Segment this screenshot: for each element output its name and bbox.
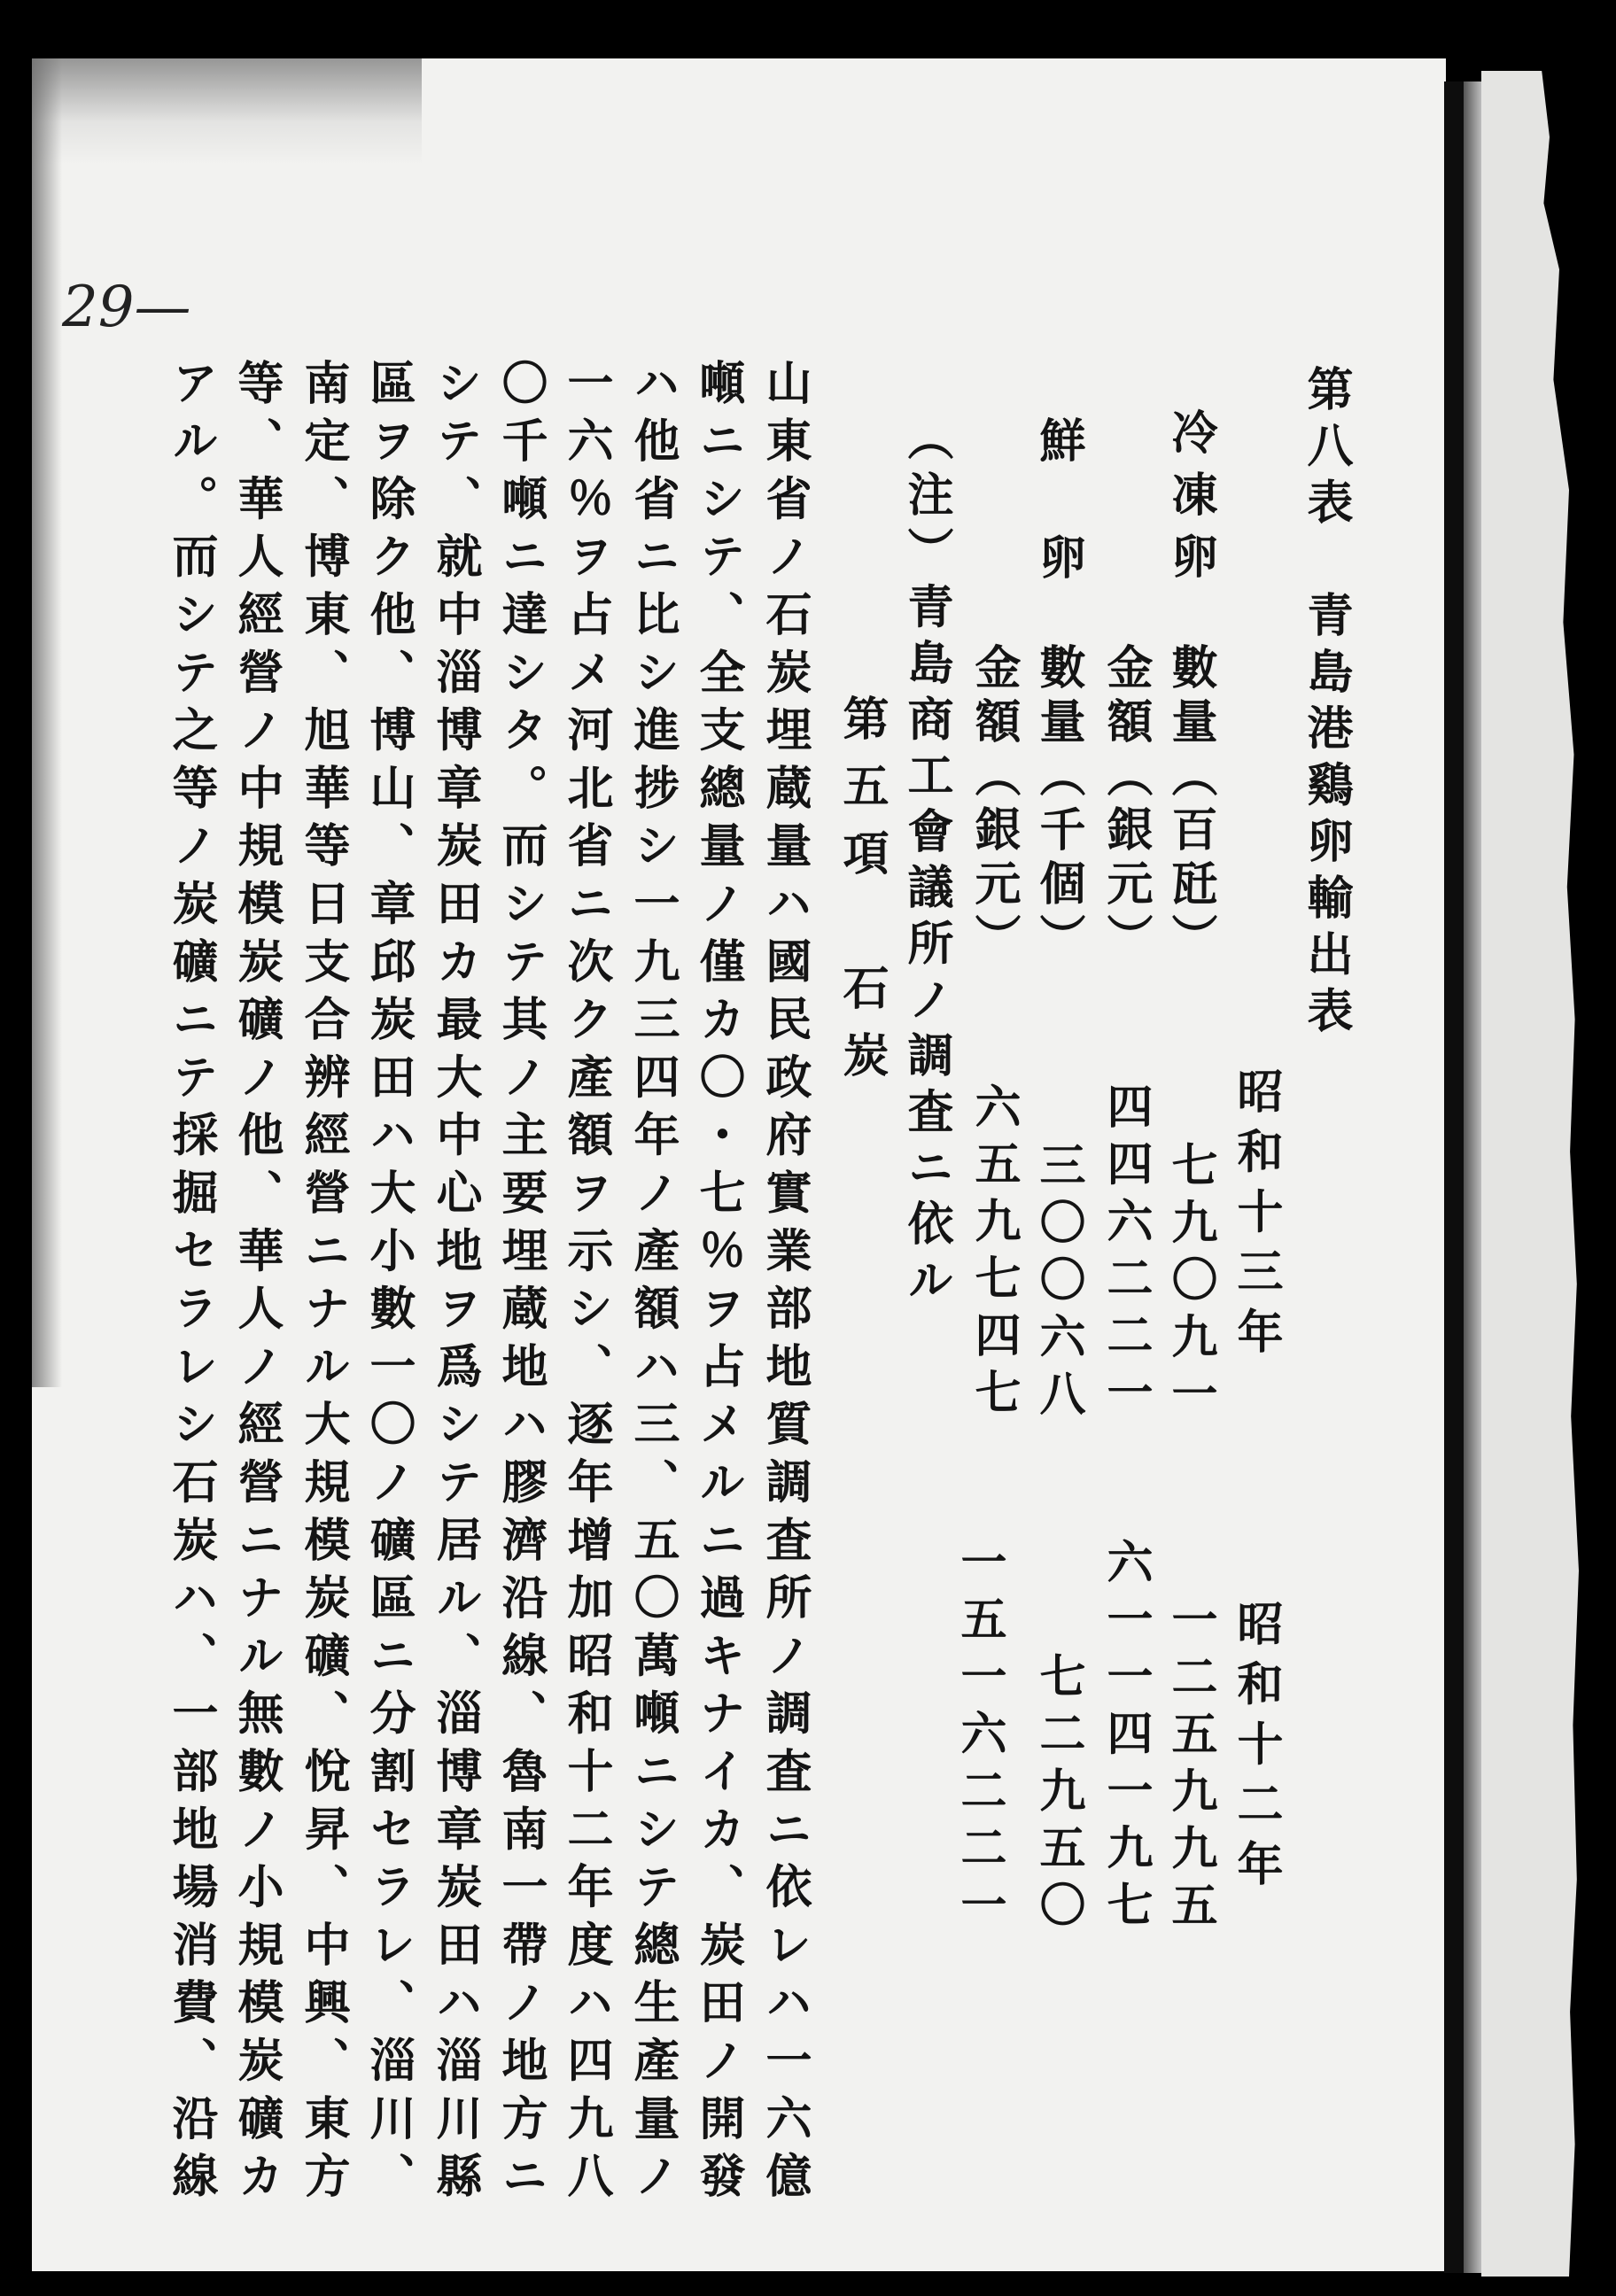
body-text-column: アル。而シテ之等ノ炭礦ニテ採掘セラレシ石炭ハ、一部地場消費、沿線 (164, 359, 217, 2210)
table-note: （注）青島商工會議所ノ調査ニ依ル (899, 415, 952, 1312)
measure-label: 金額（銀元） (967, 643, 1020, 967)
value-cell: 三〇〇六八 (1031, 1141, 1084, 1427)
body-text-column: 噸ニシテ、全支總量ノ僅カ〇・七％ヲ占メルニ過キナイカ、炭田ノ開發 (691, 359, 744, 2210)
value-cell: 六五九七四七 (967, 1082, 1020, 1425)
book-gutter (1464, 81, 1481, 2273)
body-text-column: ハ他省ニ比シ進捗シ一九三四年ノ產額ハ三、五〇萬噸ニシテ總生產量ノ (625, 359, 679, 2210)
section-heading: 第五項 石炭 (835, 694, 888, 1098)
measure-label: 數量（千個） (1031, 643, 1084, 967)
measure-label: 金額（銀元） (1099, 643, 1152, 967)
body-text-column: 區ヲ除ク他、博山、章邱炭田ハ大小數一〇ノ礦區ニ分割セラレ、淄川、 (361, 359, 415, 2210)
book-spine-shadow (1444, 81, 1464, 2273)
value-cell: 四四六二二一 (1099, 1082, 1152, 1425)
body-text-column: 南定、博東、旭華等日支合辨經營ニナル大規模炭礦、悅昇、中興、東方 (296, 359, 349, 2210)
measure-label: 數量（百瓩） (1163, 643, 1216, 967)
body-text-column: 〇千噸ニ達シタ。而シテ其ノ主要埋蔵地ハ膠濟沿線、魯南一帶ノ地方ニ (493, 359, 547, 2210)
body-text-column: 等、華人經營ノ中規模炭礦ノ他、華人ノ經營ニナル無數ノ小規模炭礦カ (229, 359, 283, 2210)
row-label-fresh-eggs: 鮮卵 (1031, 416, 1084, 650)
value-cell: 六一一四一九七 (1099, 1538, 1152, 1938)
year-header: 昭和十三年 (1229, 1067, 1282, 1368)
value-cell: 七九〇九一 (1163, 1141, 1216, 1427)
year-header: 昭和十二年 (1229, 1600, 1282, 1900)
table-title: 第八表 青島港鷄卵輸出表 (1299, 365, 1352, 1043)
handwritten-page-number: 29— (62, 275, 191, 340)
row-label-frozen-eggs: 冷凍卵 (1163, 408, 1216, 594)
value-cell: 一二五九九五 (1163, 1595, 1216, 1938)
value-cell: 一五一六二二一 (952, 1538, 1006, 1938)
value-cell: 七二九五〇 (1031, 1652, 1084, 1938)
body-text-column: 山東省ノ石炭埋蔵量ハ國民政府實業部地質調査所ノ調査ニ依レハ一六億 (758, 359, 811, 2210)
adjacent-page-edge (1481, 71, 1579, 2277)
scan-smudge-left (32, 58, 62, 1387)
body-text-column: 一六％ヲ占メ河北省ニ次ク產額ヲ示シ、逐年增加昭和十二年度ハ四九八 (559, 359, 612, 2210)
scan-smudge-top (32, 58, 422, 165)
body-text-column: シテ、就中淄博章炭田カ最大中心地ヲ爲シテ居ル、淄博章炭田ハ淄川縣 (428, 359, 481, 2210)
